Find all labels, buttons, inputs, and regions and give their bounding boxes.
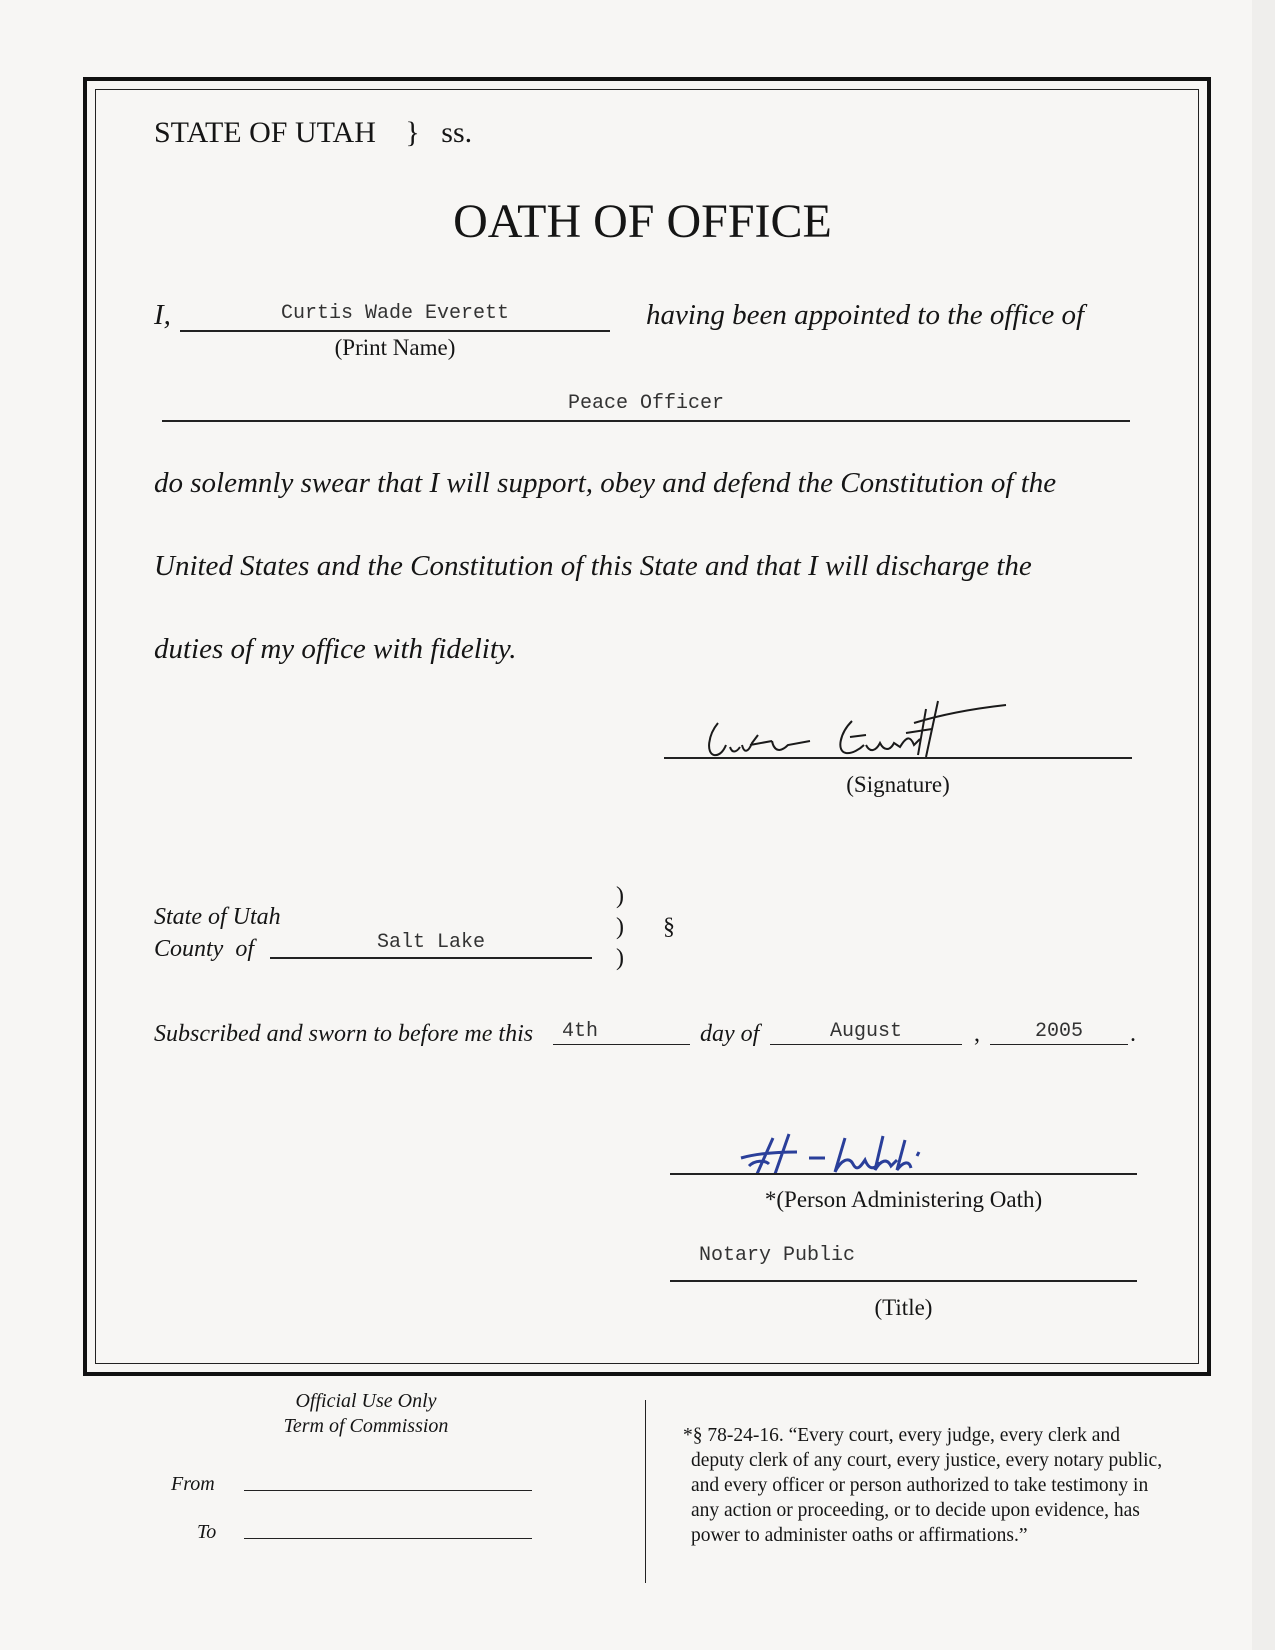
day-of-label: day of — [700, 1021, 760, 1047]
i-prefix: I, — [154, 299, 171, 331]
office-value: Peace Officer — [567, 392, 725, 415]
title-line — [670, 1280, 1137, 1282]
to-line — [244, 1538, 532, 1539]
venue-paren-1: ) — [616, 883, 624, 909]
subscribed-prefix: Subscribed and sworn to before me this — [154, 1021, 534, 1047]
appointed-text: having been appointed to the office of — [646, 299, 1085, 331]
to-label: To — [197, 1521, 217, 1543]
oath-line-1: do solemnly swear that I will support, obey and defend the Constitution of the — [154, 467, 1057, 499]
venue-county-label: County of — [154, 936, 254, 962]
day-value: 4th — [562, 1020, 599, 1043]
term-of-commission-heading: Term of Commission — [283, 1415, 449, 1437]
footnote-line-4: any action or proceeding, or to decide upon evidence, has — [691, 1500, 1140, 1521]
from-label: From — [171, 1473, 215, 1495]
county-line — [270, 957, 592, 959]
print-name-caption: (Print Name) — [334, 335, 456, 360]
ss-label: ss. — [441, 116, 473, 149]
footer-divider — [645, 1400, 646, 1583]
footnote-line-3: and every officer or person authorized to take testimony in — [691, 1475, 1149, 1496]
administrator-caption: *(Person Administering Oath) — [764, 1187, 1043, 1212]
title-value: Notary Public — [699, 1244, 856, 1267]
section-symbol: § — [663, 914, 675, 940]
month-value: August — [829, 1020, 902, 1043]
brace: } — [405, 116, 420, 149]
day-line — [553, 1044, 690, 1045]
oath-line-3: duties of my office with fidelity. — [154, 633, 517, 665]
oath-line-2: United States and the Constitution of this State and that I will discharge the — [154, 550, 1032, 582]
date-period: . — [1130, 1021, 1136, 1047]
venue-paren-2: ) — [616, 914, 624, 940]
document-border — [83, 77, 1211, 1376]
officer-signature-image — [700, 695, 1020, 765]
year-value: 2005 — [1034, 1020, 1083, 1043]
administrator-line — [670, 1173, 1137, 1175]
month-line — [770, 1044, 962, 1045]
print-name-line — [180, 330, 610, 332]
title-caption: (Title) — [874, 1295, 933, 1320]
signature-line — [664, 757, 1132, 759]
page-title: OATH OF OFFICE — [453, 195, 832, 248]
print-name-value: Curtis Wade Everett — [280, 302, 510, 325]
date-comma: , — [974, 1021, 980, 1047]
official-use-heading: Official Use Only — [295, 1390, 437, 1412]
office-line — [162, 420, 1130, 422]
footnote-line-1: *§ 78-24-16. “Every court, every judge, every clerk and — [683, 1425, 1120, 1446]
signature-caption: (Signature) — [846, 772, 950, 797]
venue-paren-3: ) — [616, 945, 624, 971]
venue-state-label: State of Utah — [154, 904, 281, 930]
county-value: Salt Lake — [376, 931, 486, 954]
state-line: STATE OF UTAH — [154, 116, 376, 149]
from-line — [244, 1490, 532, 1491]
year-line — [990, 1044, 1128, 1045]
footnote-line-5: power to administer oaths or affirmations.” — [691, 1525, 1028, 1546]
footnote-line-2: deputy clerk of any court, every justice, every notary public, — [691, 1450, 1163, 1471]
state-heading — [154, 116, 472, 150]
